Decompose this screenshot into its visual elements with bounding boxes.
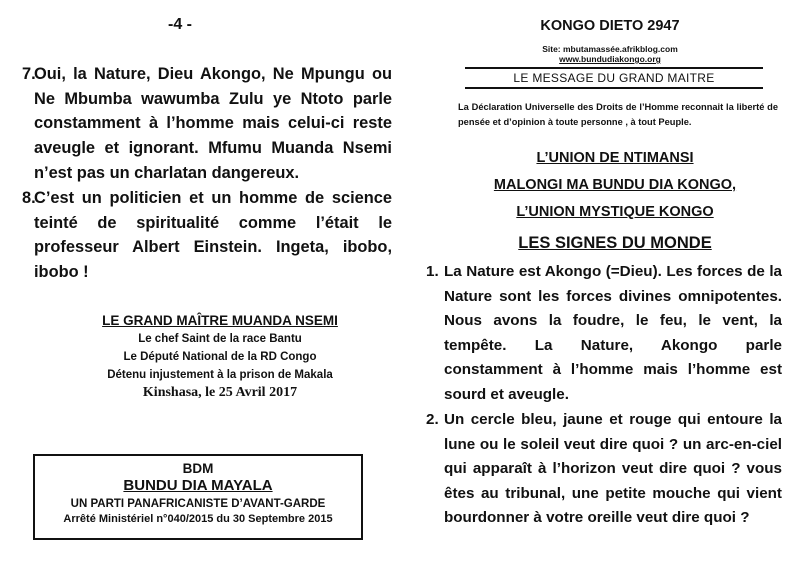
declaration-text: La Déclaration Universelle des Droits de l’Homme reconnait la liberté de pensée et d’opinion à toute personne , à tout Peuple. (458, 102, 778, 127)
party-tagline: UN PARTI PANAFRICANISTE D’AVANT-GARDE (70, 498, 326, 510)
signature-title: LE GRAND MAÎTRE MUANDA NSEMI (102, 313, 338, 328)
paragraph-8 (22, 186, 392, 285)
union-heading: L’UNION MYSTIQUE KONGO (516, 204, 714, 220)
paragraph-1-text: La Nature est Akongo (=Dieu). Les forces de la Nature sont les forces divines omnipotentes. Nous avons la foudre, le feu, le vent, la tempête. La Nature, Akongo parle constamment à l’homme mais l’homme est sourd et aveugle. (444, 263, 782, 403)
signature-block (60, 312, 380, 402)
party-decree: Arrêté Ministériel n°040/2015 du 30 Septembre 2015 (63, 513, 333, 525)
item-number: 1. (426, 263, 439, 280)
paragraph-1 (426, 260, 782, 407)
item-number: 7. (22, 65, 36, 83)
section-title: LES SIGNES DU MONDE (518, 234, 712, 252)
page-number: -4 - (168, 16, 192, 33)
paragraph-2 (426, 408, 782, 531)
signature-date: Kinshasa, le 25 Avril 2017 (142, 385, 298, 400)
party-acronym: BDM (182, 461, 214, 476)
paragraph-7 (22, 62, 392, 186)
signature-line: Détenu injustement à la prison de Makala (107, 369, 333, 381)
signature-line: Le chef Saint de la race Bantu (138, 333, 302, 345)
item-number: 2. (426, 411, 439, 428)
party-box (33, 454, 363, 540)
party-name: BUNDU DIA MAYALA (123, 477, 273, 494)
masthead-title: KONGO DIETO 2947 (540, 18, 680, 34)
right-page (400, 0, 800, 563)
union-heading: MALONGI MA BUNDU DIA KONGO, (493, 177, 737, 193)
paragraph-7-text: Oui, la Nature, Dieu Akongo, Ne Mpungu ou Ne Mbumba wawumba Zulu ye Ntoto parle constamment à l’homme mais celui-ci reste aveugle et ignorant. Mfumu Muanda Nsemi n’est pas un charlatan dangereux. (34, 65, 392, 182)
item-number: 8. (22, 189, 36, 207)
site-line: Site: mbutamassée.afrikblog.com (542, 44, 678, 54)
site-link[interactable]: www.bundudiakongo.org (559, 54, 661, 64)
message-header: LE MESSAGE DU GRAND MAITRE (465, 67, 763, 89)
paragraph-2-text: Un cercle bleu, jaune et rouge qui entoure la lune ou le soleil veut dire quoi ? un arc-en-ciel qui apparaît à l’horizon veut dire quoi ? vous êtes au tribunal, une petite mouche qui vient bourdonner à votre oreille veut dire quoi ? (444, 411, 782, 526)
signature-line: Le Député National de la RD Congo (123, 351, 317, 363)
union-heading: L’UNION DE NTIMANSI (536, 150, 694, 166)
paragraph-8-text: C’est un politicien et un homme de science teinté de spiritualité comme l’était le professeur Albert Einstein. Ingeta, ibobo, ibobo ! (34, 189, 392, 282)
